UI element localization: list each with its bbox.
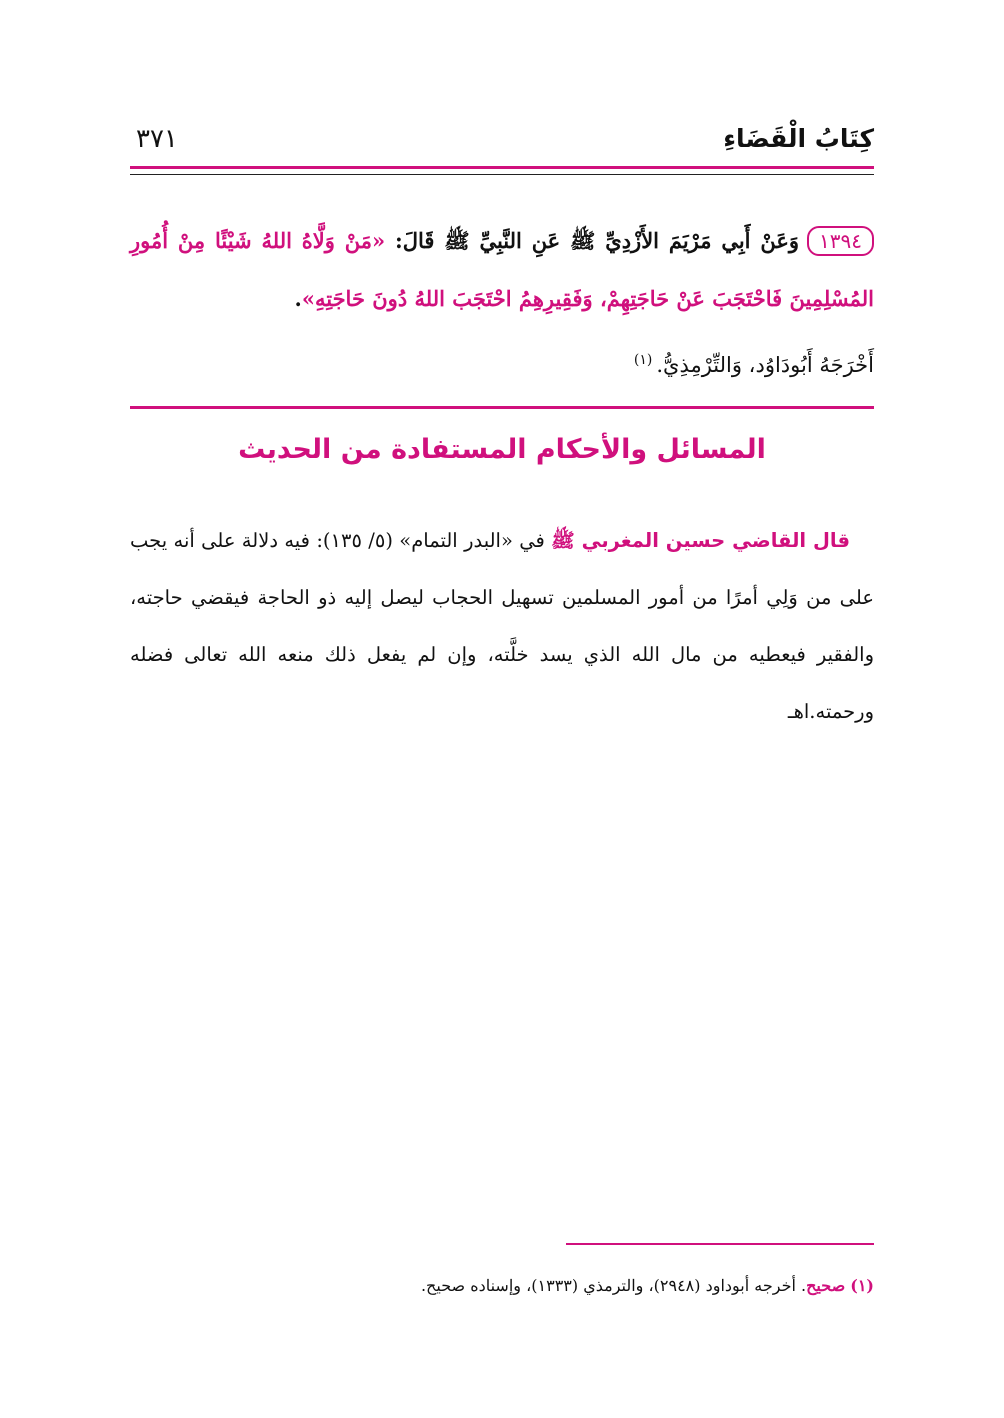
footnote-divider [566, 1243, 874, 1245]
page-header [130, 118, 874, 162]
hadith-divider [130, 406, 874, 409]
hadith-quote: «مَنْ وَلَّاهُ اللهُ شَيْئًا مِنْ أُمُورِ المُسْلِمِينَ فَاحْتَجَبَ عَنْ حَاجَتِهِمْ، وَفَقِيرِهِمُ احْتَجَبَ اللهُ دُونَ حَاجَتِهِ» [130, 228, 874, 311]
footnote-grade: صحيح [806, 1276, 846, 1295]
section-heading: المسائل والأحكام المستفادة من الحديث [238, 434, 766, 465]
header-divider-thin [130, 174, 874, 175]
footnote [130, 1272, 874, 1300]
hadith-source-text: أَخْرَجَهُ أَبُودَاوُد، وَالتِّرْمِذِيُّ. [656, 353, 874, 377]
hadith-number-badge: ١٣٩٤ [807, 226, 874, 256]
footnote-number: (١) [850, 1276, 874, 1295]
commentary-author: قال القاضي حسين المغربي ﷺ [551, 529, 851, 552]
hadith-quote-end: . [294, 286, 302, 311]
commentary-text: في «البدر التمام» (٥/ ١٣٥): فيه دلالة على أنه يجب على من وَلِي أمرًا من أمور المسلمين تسهيل الحجاب ليصل إليه ذو الحاجة فيقضي حاجته، والفقير فيعطيه من مال الله الذي يسد خلَّته، وإن لم يفعل ذلك منعه الله تعالى فضله ورحمته.اهـ [130, 529, 874, 723]
hadith-text [130, 212, 874, 328]
hadith-narration: وَعَنْ أَبِي مَرْيَمَ الأَزْدِيِّ ﷺ عَنِ النَّبِيِّ ﷺ قَالَ: [385, 228, 800, 253]
hadith-source [130, 340, 874, 385]
footnote-text: . أخرجه أبوداود (٢٩٤٨)، والترمذي (١٣٣٣)، وإسناده صحيح. [420, 1276, 807, 1295]
chapter-title: كِتَابُ الْقَضَاءِ [723, 124, 874, 153]
commentary-paragraph [130, 512, 874, 740]
page-number: ٣٧١ [136, 124, 178, 154]
footnote-reference[interactable]: (١) [633, 352, 653, 368]
header-divider-thick [130, 166, 874, 169]
